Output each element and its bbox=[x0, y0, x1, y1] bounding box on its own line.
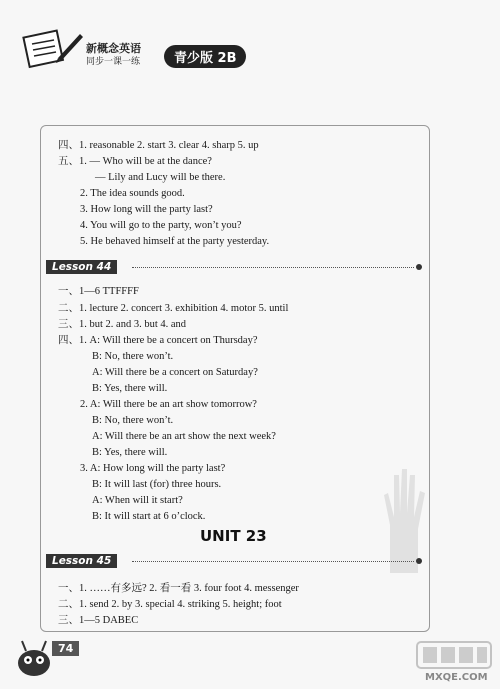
answer-line: 一、1—6 TTFFFF bbox=[58, 286, 139, 297]
answer-line: 3. How long will the party last? bbox=[80, 204, 213, 215]
answer-line: B: Yes, there will. bbox=[92, 383, 168, 394]
dotted-rule bbox=[132, 267, 414, 268]
pencil-notebook-icon bbox=[22, 28, 84, 72]
rule-end-dot bbox=[416, 264, 422, 270]
book-header bbox=[22, 28, 272, 78]
mascot-icon bbox=[12, 635, 56, 679]
lesson-45-heading bbox=[46, 554, 422, 568]
answer-line: B: Yes, there will. bbox=[92, 447, 168, 458]
answer-line: 2. The idea sounds good. bbox=[80, 188, 185, 199]
answer-line: A: When will it start? bbox=[92, 495, 183, 506]
answer-line: 二、1. send 2. by 3. special 4. striking 5. height; foot bbox=[58, 599, 282, 610]
watermark-logo-icon bbox=[415, 640, 493, 670]
brand-subtitle: 同步一课一练 bbox=[86, 57, 141, 67]
answer-line: 四、1. A: Will there be a concert on Thursday? bbox=[58, 335, 258, 346]
answer-line: B: It will last (for) three hours. bbox=[92, 479, 222, 490]
page-number: 74 bbox=[52, 641, 79, 656]
lesson-44-heading bbox=[46, 260, 422, 274]
answer-line: 五、1. — Who will be at the dance? bbox=[58, 156, 212, 167]
watermark-text: MXQE.COM bbox=[425, 672, 488, 683]
answer-line: — Lily and Lucy will be there. bbox=[95, 172, 226, 183]
answer-line: 4. You will go to the party, won’t you? bbox=[80, 220, 242, 231]
answer-line: 2. A: Will there be an art show tomorrow? bbox=[80, 399, 257, 410]
answer-line: 5. He behaved himself at the party yesterday. bbox=[80, 236, 270, 247]
unit-title: UNIT 23 bbox=[200, 527, 267, 545]
answer-line: 三、1—5 DABEC bbox=[58, 615, 139, 626]
answer-line: A: Will there be an art show the next week? bbox=[92, 431, 276, 442]
lesson-45-label: Lesson 45 bbox=[46, 554, 117, 568]
answer-line: B: No, there won’t. bbox=[92, 351, 174, 362]
dotted-rule bbox=[132, 561, 414, 562]
answer-line: 3. A: How long will the party last? bbox=[80, 463, 226, 474]
answer-line: 三、1. but 2. and 3. but 4. and bbox=[58, 319, 187, 330]
rule-end-dot bbox=[416, 558, 422, 564]
answer-line: B: No, there won’t. bbox=[92, 415, 174, 426]
brand-badge: 青少版 2B bbox=[164, 45, 246, 68]
answer-line: 一、1. ……有多远? 2. 看一看 3. four foot 4. messenger bbox=[58, 583, 299, 594]
lesson-44-label: Lesson 44 bbox=[46, 260, 117, 274]
answer-line: 四、1. reasonable 2. start 3. clear 4. sharp 5. up bbox=[58, 140, 259, 151]
answer-line: A: Will there be a concert on Saturday? bbox=[92, 367, 258, 378]
answer-line: 二、1. lecture 2. concert 3. exhibition 4. motor 5. until bbox=[58, 303, 289, 314]
brand-title: 新概念英语 bbox=[86, 42, 141, 55]
answer-line: B: It will start at 6 o’clock. bbox=[92, 511, 206, 522]
